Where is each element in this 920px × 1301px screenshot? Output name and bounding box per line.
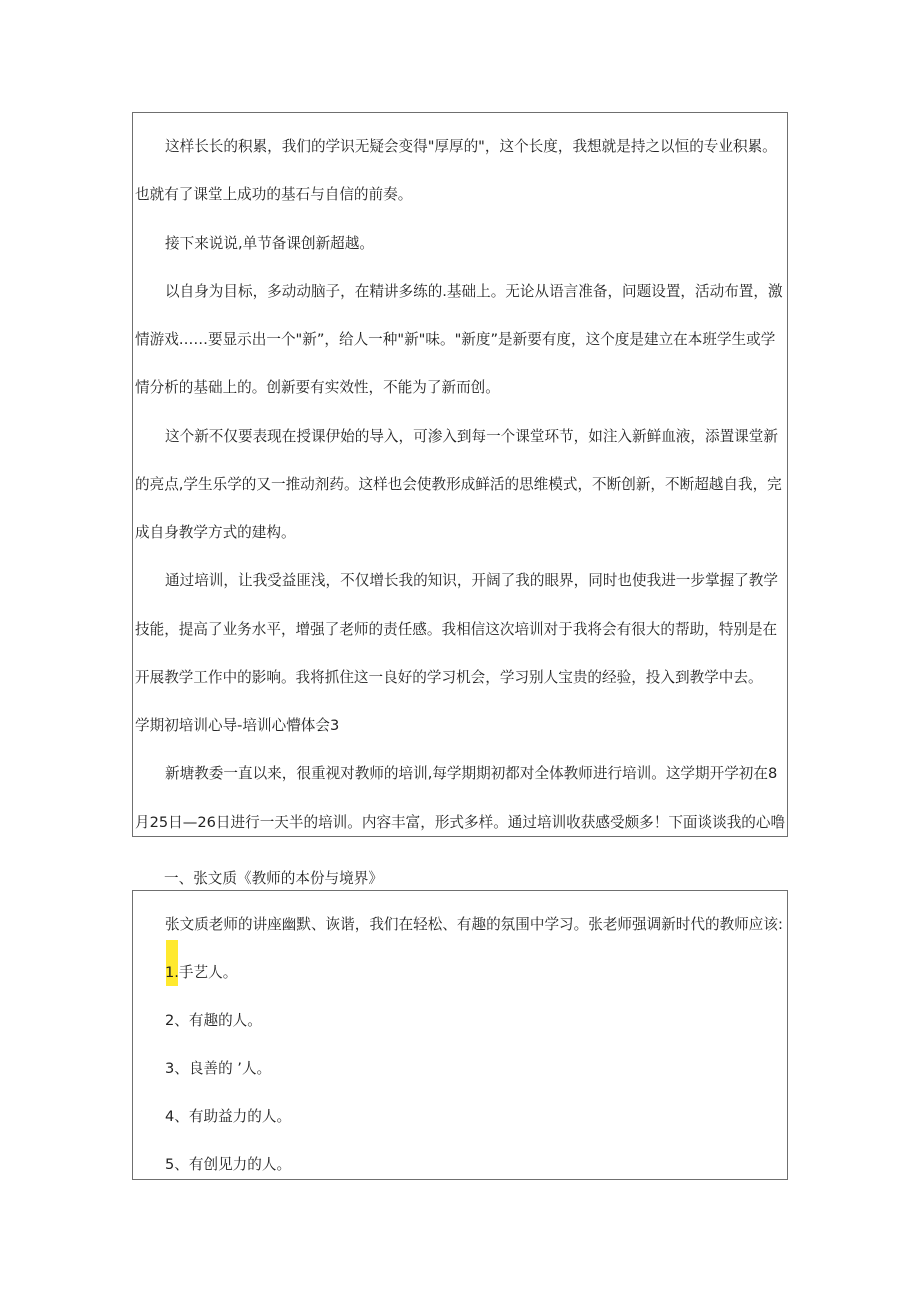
text-frame-1 (132, 112, 788, 837)
list-item: 1.手艺人。 (165, 964, 238, 981)
paragraph-line: 技能，提高了业务水平，增强了老师的责任感。我相信这次培训对于我将会有很大的帮助，特别是在 (135, 621, 778, 638)
text-frame-2 (132, 890, 788, 1180)
paragraph-line: 通过培训，让我受益匪浅，不仅增长我的知识，开阔了我的眼界，同时也使我进一步掌握了教学 (165, 572, 778, 589)
list-intro: 张文质老师的讲座幽默、诙谐，我们在轻松、有趣的氛围中学习。张老师强调新时代的教师应该: (165, 916, 783, 933)
list-item: 4、有助益力的人。 (165, 1108, 292, 1125)
section-title: 学期初培训心导-培训心懵体会3 (135, 717, 340, 734)
section-heading: 一、张文质《教师的本份与境界》 (164, 870, 383, 887)
list-item: 3、良善的 ’人。 (165, 1060, 272, 1077)
paragraph-line: 情游戏……要显示出一个"新”，给人一种"新"味。"新度”是新要有度，这个度是建立在本班学生或学 (135, 331, 776, 348)
list-item: 2、有趣的人。 (165, 1012, 262, 1029)
paragraph-line: 新塘教委一直以来，很重视对教师的培训,每学期期初都对全体教师进行培训。这学期开学初在8 (165, 765, 778, 782)
paragraph-line: 情分析的基础上的。创新要有实效性，不能为了新而创。 (135, 379, 500, 396)
list-item: 5、有创见力的人。 (165, 1156, 292, 1173)
paragraph-line: 成自身教学方式的建构。 (135, 524, 296, 541)
paragraph-line: 的亮点,学生乐学的又一推动剂药。这样也会使教形成鲜活的思维模式，不断创新，不断超越自我，完 (135, 476, 782, 493)
paragraph-line: 月25日—26日进行一天半的培训。内容丰富，形式多样。通过培训收获感受颇多！下面谈谈我的心噜 (135, 814, 786, 831)
paragraph-line: 这样长长的积累，我们的学识无疑会变得"厚厚的"，这个长度，我想就是持之以恒的专业积累。 (165, 138, 777, 155)
paragraph-line: 以自身为目标，多动动脑子，在精讲多练的.基础上。无论从语言准备，问题设置，活动布置，激 (165, 283, 783, 300)
paragraph-line: 这个新不仅要表现在授课伊始的导入，可渗入到每一个课堂环节，如注入新鲜血液，添置课堂新 (165, 428, 778, 445)
paragraph-line: 接下来说说,单节备课创新超越。 (165, 235, 374, 252)
paragraph-line: 开展教学工作中的影响。我将抓住这一良好的学习机会，学习别人宝贵的经验，投入到教学中去。 (135, 669, 763, 686)
paragraph-line: 也就有了课堂上成功的基石与自信的前奏。 (135, 186, 413, 203)
